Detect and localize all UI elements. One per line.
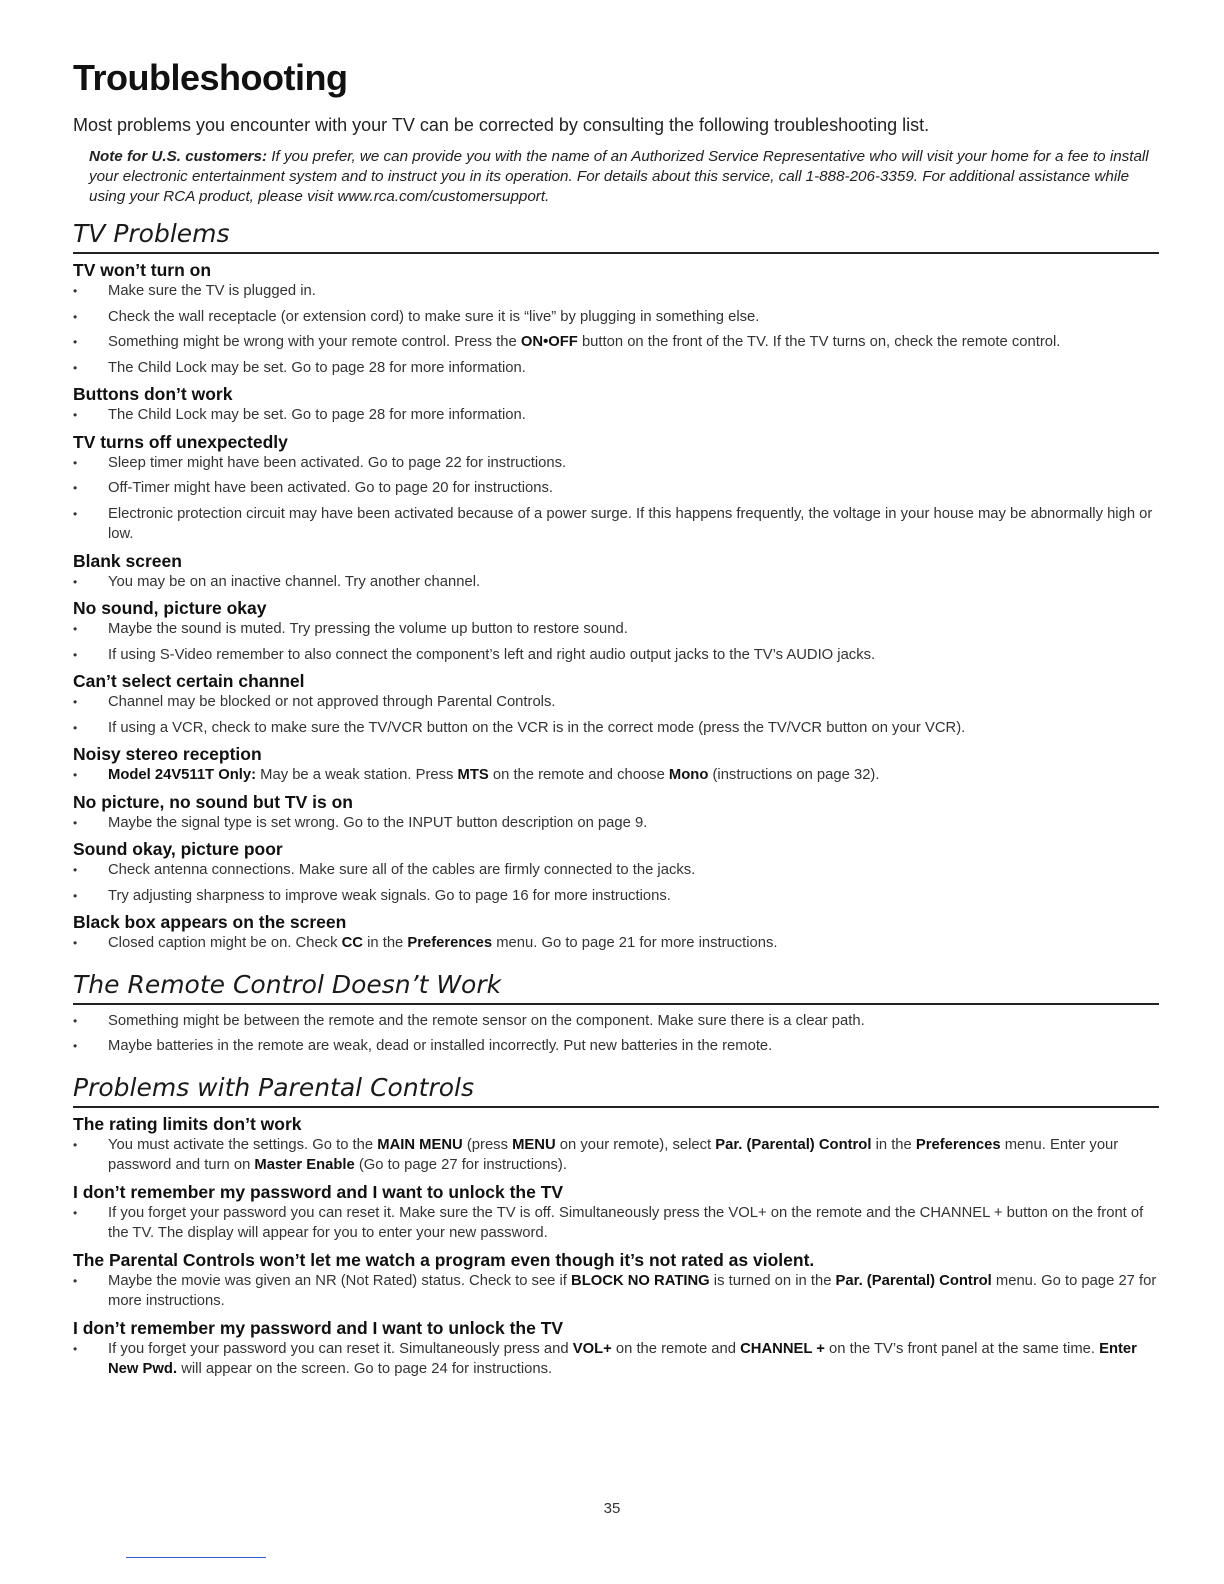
list-item (73, 1271, 1159, 1312)
section-title: The Remote Control Doesn’t Work (73, 968, 1159, 1005)
list-item: • If using S-Video remember to also connect the component’s left and right audio output jacks to the TV’s AUDIO jacks. (73, 645, 1159, 666)
list-item: • Maybe the signal type is set wrong. Go to the INPUT button description on page 9. (73, 813, 1159, 834)
bold-text: Preferences (407, 935, 493, 951)
bold-text: MTS (457, 767, 489, 783)
document-page (73, 52, 1159, 1385)
bold-text: Par. (Parental) Control (715, 1136, 872, 1153)
bullet-list (73, 619, 1159, 665)
bold-text: Mono (668, 767, 709, 783)
list-item: • Check antenna connections. Make sure all of the cables are firmly connected to the jacks. (73, 860, 1159, 881)
bullet-list (73, 1135, 1159, 1176)
text: May be a weak station. Press (256, 767, 458, 783)
subheading: Noisy stereo reception (73, 744, 262, 764)
text: Something might be wrong with your remote control. Press the (108, 334, 521, 350)
text: in the (871, 1136, 916, 1153)
bold-text: ON•OFF (520, 334, 578, 350)
list-item: • Make sure the TV is plugged in. (73, 281, 1159, 302)
subheading: The Parental Controls won’t let me watch a program even though it’s not rated as violent. (73, 1249, 815, 1270)
text: If you forget your password you can reset it. Simultaneously press and (108, 1340, 573, 1357)
list-item: • Channel may be blocked or not approved through Parental Controls. (73, 692, 1159, 713)
subheading: I don’t remember my password and I want to unlock the TV (73, 1317, 564, 1338)
text: (Go to page 27 for instructions). (354, 1157, 567, 1173)
bold-text: Master Enable (254, 1157, 355, 1173)
list-item: • You may be on an inactive channel. Try another channel. (73, 572, 1159, 593)
bullet-list (73, 692, 1159, 738)
list-item: • If using a VCR, check to make sure the TV/VCR button on the VCR is in the correct mode (press the TV/VCR button on your VCR). (73, 718, 1159, 739)
list-item: • Try adjusting sharpness to improve weak signals. Go to page 16 for more instructions. (73, 886, 1159, 907)
text: Closed caption might be on. Check (108, 935, 342, 951)
bold-text: Model 24V511T Only: (108, 767, 257, 783)
subheading: I don’t remember my password and I want to unlock the TV (73, 1181, 564, 1202)
bold-text: MENU (512, 1136, 556, 1153)
footer-rule (126, 1557, 266, 1558)
page-number: 35 (603, 1500, 621, 1517)
list-item: • Something might be between the remote and the remote sensor on the component. Make sure there is a clear path. (73, 1011, 1159, 1032)
section-title: Problems with Parental Controls (73, 1071, 1159, 1108)
subheading: No picture, no sound but TV is on (73, 791, 353, 812)
bold-text: Preferences (915, 1136, 1001, 1153)
text: You must activate the settings. Go to the (108, 1136, 378, 1153)
section-remote-control (73, 968, 1159, 1057)
bullet-list (73, 281, 1159, 378)
bullet-list (73, 1011, 1159, 1057)
list-item (73, 332, 1159, 353)
text: menu. Enter your password and turn on (108, 1136, 1119, 1173)
text: menu. Go to page 27 for more instructions. (108, 1272, 1157, 1309)
text: in the (362, 935, 408, 951)
list-item: • Off-Timer might have been activated. Go to page 20 for instructions. (73, 478, 1159, 499)
list-item: • Maybe batteries in the remote are weak, dead or installed incorrectly. Put new batteries in the remote. (73, 1036, 1159, 1057)
text: Maybe the movie was given an NR (Not Rated) status. Check to see if (108, 1272, 572, 1289)
note-label: Note for U.S. customers: (89, 148, 268, 165)
text: menu. Go to page 21 for more instructions. (492, 935, 778, 951)
list-item: • Sleep timer might have been activated. Go to page 22 for instructions. (73, 453, 1159, 474)
bullet-list (73, 405, 1159, 426)
bullet-list (73, 572, 1159, 593)
text: button on the front of the TV. If the TV turns on, check the remote control. (577, 334, 1061, 350)
subheading: Blank screen (73, 550, 182, 571)
customer-note (89, 147, 1149, 207)
intro-text: Most problems you encounter with your TV can be corrected by consulting the following troubleshooting list. (73, 115, 930, 135)
bullet-list (73, 813, 1159, 834)
list-item: • Maybe the sound is muted. Try pressing the volume up button to restore sound. (73, 619, 1159, 640)
list-item: • The Child Lock may be set. Go to page 28 for more information. (73, 405, 1159, 426)
list-item: • Electronic protection circuit may have been activated because of a power surge. If this happens frequently, the voltage in your house may be abnormally high or low. (73, 504, 1159, 545)
subheading: Buttons don’t work (73, 384, 233, 404)
note-text: If you prefer, we can provide you with the name of an Authorized Service Representative who will visit your home for a fee to install your electronic entertainment system and to instruct you in its operation. For details about this service, call 1-888-206-3359. For additional assistance while using your RCA product, please visit www.rca.com/customersupport. (89, 148, 1149, 205)
section-tv-problems (73, 217, 1159, 954)
subheading: Black box appears on the screen (73, 912, 347, 932)
bold-text: Enter New Pwd. (108, 1340, 1137, 1377)
list-item (73, 1135, 1159, 1176)
text: (press (462, 1136, 513, 1153)
page-title: Troubleshooting (73, 57, 348, 98)
subheading: Sound okay, picture poor (73, 839, 283, 859)
bold-text: CC (341, 935, 363, 951)
bold-text: CHANNEL + (740, 1340, 825, 1357)
section-title: TV Problems (73, 217, 1159, 254)
bullet-list (73, 1203, 1159, 1244)
list-item: • If you forget your password you can reset it. Make sure the TV is off. Simultaneously press the VOL+ on the remote and the CHANNEL + button on the front of the TV. The display will appear for you to enter your new password. (73, 1203, 1159, 1244)
bullet-list (73, 933, 1159, 954)
list-item (73, 765, 1159, 786)
section-parental-controls (73, 1071, 1159, 1380)
list-item: • Check the wall receptacle (or extension cord) to make sure it is “live” by plugging in something else. (73, 307, 1159, 328)
text: on the remote and choose (488, 767, 669, 783)
bold-text: MAIN MENU (377, 1136, 463, 1153)
bullet-list (73, 1271, 1159, 1312)
subheading: Can’t select certain channel (73, 671, 305, 691)
text: on the TV’s front panel at the same time. (824, 1340, 1100, 1357)
bullet-list (73, 453, 1159, 545)
text: on your remote), select (555, 1136, 716, 1153)
bullet-list (73, 860, 1159, 906)
bold-text: Par. (Parental) Control (835, 1272, 992, 1289)
subheading: TV turns off unexpectedly (73, 431, 288, 452)
bold-text: VOL+ (572, 1340, 612, 1357)
subheading: The rating limits don’t work (73, 1113, 302, 1134)
list-item: • The Child Lock may be set. Go to page 28 for more information. (73, 358, 1159, 379)
bold-text: BLOCK NO RATING (571, 1272, 710, 1289)
text: is turned on in the (709, 1272, 836, 1289)
list-item (73, 933, 1159, 954)
text: will appear on the screen. Go to page 24 for instructions. (177, 1361, 553, 1377)
subheading: No sound, picture okay (73, 598, 267, 618)
text: on the remote and (611, 1340, 741, 1357)
subheading: TV won’t turn on (73, 260, 212, 280)
text: (instructions on page 32). (708, 767, 880, 783)
bullet-list (73, 765, 1159, 786)
bullet-list (73, 1339, 1159, 1380)
list-item (73, 1339, 1159, 1380)
